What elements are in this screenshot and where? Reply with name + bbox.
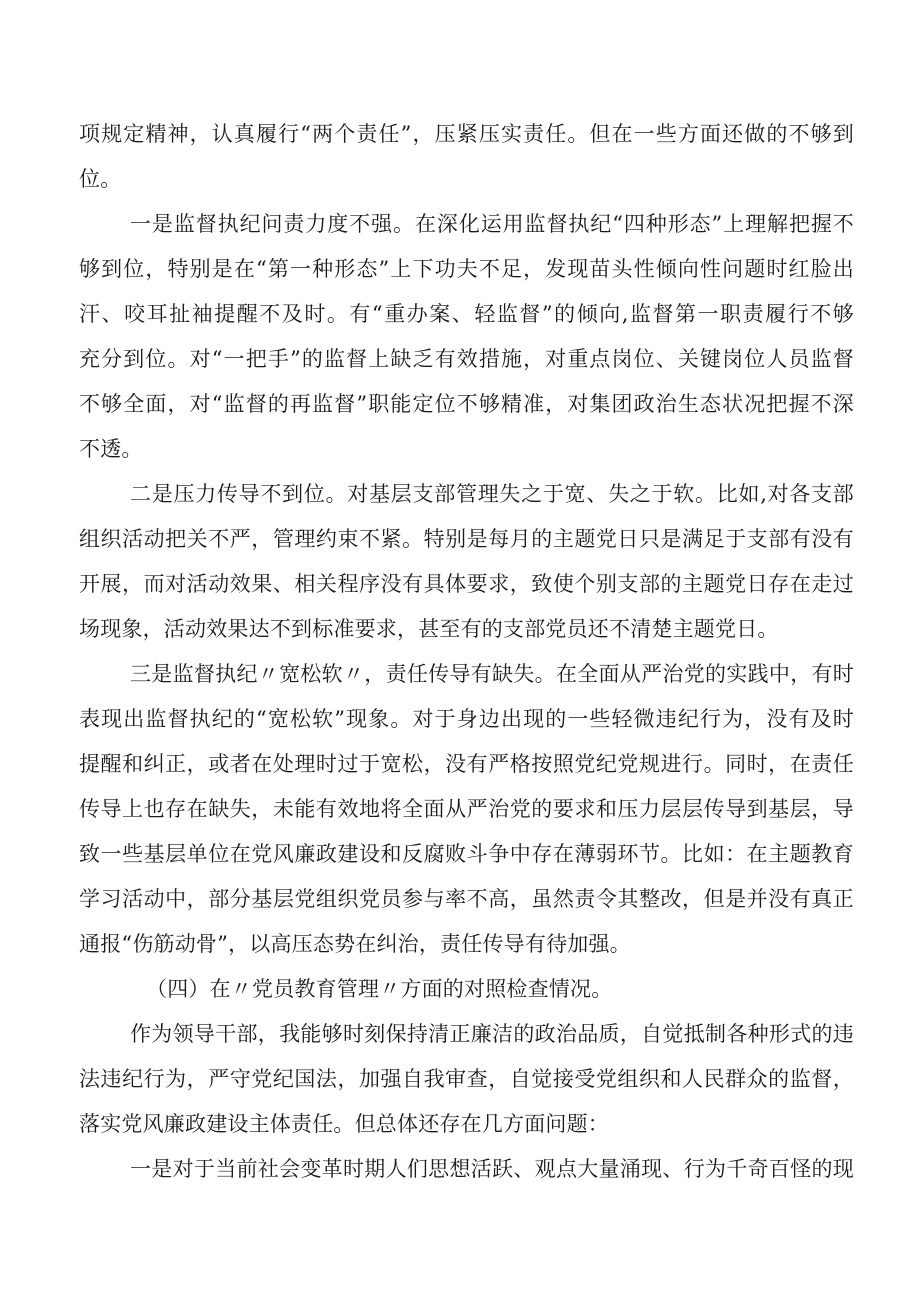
text-line: 法违纪行为，严守党纪国法，加强自我审查，自觉接受党组织和人民群众的监督， bbox=[79, 1067, 854, 1091]
text-line: 项规定精神，认真履行“两个责任”，压紧压实责任。但在一些方面还做的不够到 bbox=[79, 122, 854, 146]
text-line: 学习活动中，部分基层党组织党员参与率不高，虽然责令其整改，但是并没有真正 bbox=[79, 887, 854, 911]
paragraph-start-line: 二是压力传导不到位。对基层支部管理失之于宽、失之于软。比如,对各支部 bbox=[130, 482, 854, 506]
text-line: 够到位，特别是在“第一种形态”上下功夫不足，发现苗头性倾向性问题时红脸出 bbox=[79, 257, 854, 281]
text-line: 组织活动把关不严，管理约束不紧。特别是每月的主题党日只是满足于支部有没有 bbox=[79, 527, 854, 551]
text-line: 充分到位。对“一把手”的监督上缺乏有效措施，对重点岗位、关键岗位人员监督 bbox=[79, 347, 854, 371]
section-heading: （四）在〃党员教育管理〃方面的对照检查情况。 bbox=[146, 977, 613, 1001]
text-line: 落实党风廉政建设主体责任。但总体还存在几方面问题： bbox=[79, 1112, 609, 1136]
text-line: 位。 bbox=[79, 167, 122, 191]
text-line: 传导上也存在缺失，未能有效地将全面从严治党的要求和压力层层传导到基层，导 bbox=[79, 797, 854, 821]
paragraph-start-line: 作为领导干部，我能够时刻保持清正廉洁的政治品质，自觉抵制各种形式的违 bbox=[130, 1022, 854, 1046]
text-line: 开展，而对活动效果、相关程序没有具体要求，致使个别支部的主题党日存在走过 bbox=[79, 572, 854, 596]
paragraph-start-line: 三是监督执纪〃宽松软〃，责任传导有缺失。在全面从严治党的实践中，有时 bbox=[130, 662, 854, 686]
text-line: 场现象，活动效果达不到标准要求，甚至有的支部党员还不清楚主题党日。 bbox=[79, 617, 779, 641]
text-line: 致一些基层单位在党风廉政建设和反腐败斗争中存在薄弱环节。比如：在主题教育 bbox=[79, 842, 854, 866]
text-line: 不透。 bbox=[79, 437, 143, 461]
text-line: 表现出监督执纪的“宽松软”现象。对于身边出现的一些轻微违纪行为，没有及时 bbox=[79, 707, 854, 731]
text-line: 提醒和纠正，或者在处理时过于宽松，没有严格按照党纪党规进行。同时，在责任 bbox=[79, 752, 854, 776]
text-line: 汗、咬耳扯袖提醒不及时。有“重办案、轻监督”的倾向,监督第一职责履行不够 bbox=[79, 302, 854, 326]
paragraph-start-line: 一是监督执纪问责力度不强。在深化运用监督执纪“四种形态”上理解把握不 bbox=[130, 212, 854, 236]
text-line: 不够全面，对“监督的再监督”职能定位不够精准，对集团政治生态状况把握不深 bbox=[79, 392, 854, 416]
paragraph-start-line: 一是对于当前社会变革时期人们思想活跃、观点大量涌现、行为千奇百怪的现 bbox=[130, 1157, 854, 1181]
text-line: 通报“伤筋动骨”，以高压态势在纠治，责任传导有待加强。 bbox=[79, 932, 631, 956]
